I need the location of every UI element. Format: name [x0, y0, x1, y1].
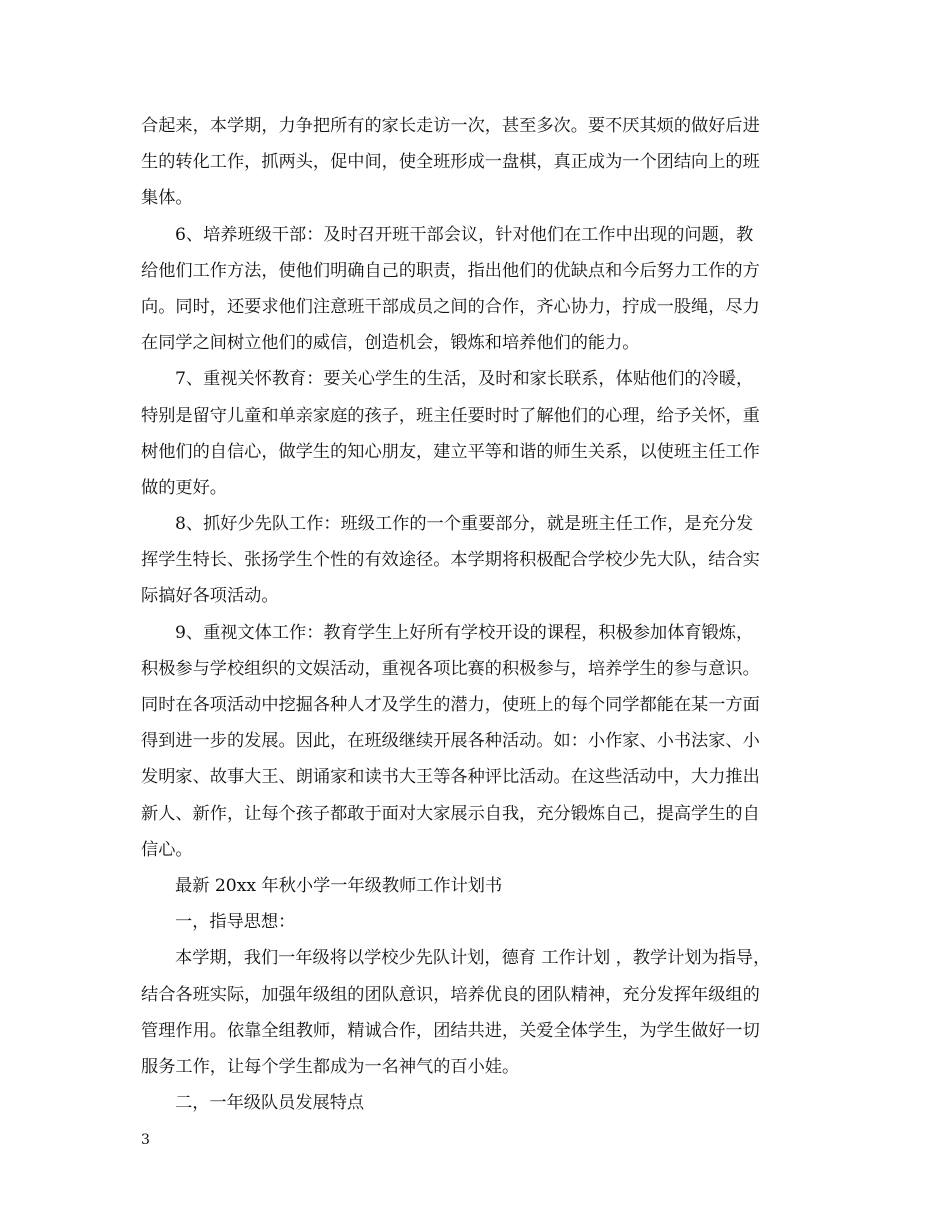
text-line: 树他们的自信心，做学生的知心朋友，建立平等和谐的师生关系，以使班主任工作 [141, 441, 760, 462]
text-line: 7、重视关怀教育：要关心学生的生活，及时和家长联系，体贴他们的冷暖， [175, 369, 754, 390]
text-line: 6、培养班级干部：及时召开班干部会议，针对他们在工作中出现的问题，教 [175, 224, 754, 245]
text-line: 际搞好各项活动。 [141, 586, 279, 607]
page-number: 3 [141, 1132, 150, 1148]
text-line: 8、抓好少先队工作：班级工作的一个重要部分，就是班主任工作，是充分发 [175, 514, 754, 535]
text-line: 积极参与学校组织的文娱活动，重视各项比赛的积极参与，培养学生的参与意识。 [141, 658, 760, 679]
text-line: 结合各班实际，加强年级组的团队意识，培养优良的团队精神，充分发挥年级组的 [141, 984, 760, 1005]
text-line: 特别是留守儿童和单亲家庭的孩子，班主任要时时了解他们的心理，给予关怀，重 [141, 405, 760, 426]
text-line: 得到进一步的发展。因此，在班级继续开展各种活动。如：小作家、小书法家、小 [141, 731, 760, 752]
text-line: 信心。 [141, 839, 193, 860]
text-line: 同时在各项活动中挖掘各种人才及学生的潜力，使班上的每个同学都能在某一方面 [141, 695, 760, 715]
text-line: 向。同时，还要求他们注意班干部成员之间的合作，齐心协力，拧成一股绳，尽力 [141, 296, 760, 317]
document-body [0, 108, 950, 1121]
text-line: 管理作用。依靠全组教师，精诚合作，团结共进，关爱全体学生，为学生做好一切 [141, 1020, 760, 1041]
text-line: 合起来，本学期，力争把所有的家长走访一次，甚至多次。要不厌其烦的做好后进 [141, 116, 760, 136]
text-line: 一，指导思想： [175, 912, 296, 933]
text-line: 给他们工作方法，使他们明确自己的职责，指出他们的优缺点和今后努力工作的方 [141, 260, 760, 281]
text-line: 二，一年级队员发展特点 [175, 1093, 365, 1114]
text-line: 本学期，我们一年级将以学校少先队计划，德育 工作计划 ，教学计划为指导， [175, 948, 771, 969]
text-line: 发明家、故事大王、朗诵家和读书大王等各种评比活动。在这些活动中，大力推出 [141, 767, 760, 788]
text-line: 9、重视文体工作：教育学生上好所有学校开设的课程，积极参加体育锻炼， [175, 622, 754, 643]
text-line: 服务工作，让每个学生都成为一名神气的百小娃。 [141, 1056, 520, 1077]
text-line: 在同学之间树立他们的威信，创造机会，锻炼和培养他们的能力。 [141, 333, 640, 354]
text-line: 生的转化工作，抓两头，促中间，使全班形成一盘棋，真正成为一个团结向上的班 [141, 152, 760, 173]
text-line: 集体。 [141, 188, 193, 209]
text-line: 做的更好。 [141, 477, 227, 498]
text-line: 最新 20xx 年秋小学一年级教师工作计划书 [175, 875, 503, 896]
text-line: 挥学生特长、张扬学生个性的有效途径。本学期将积极配合学校少先大队，结合实 [141, 550, 760, 571]
text-line: 新人、新作，让每个孩子都敢于面对大家展示自我，充分锻炼自己，提高学生的自 [141, 803, 760, 824]
